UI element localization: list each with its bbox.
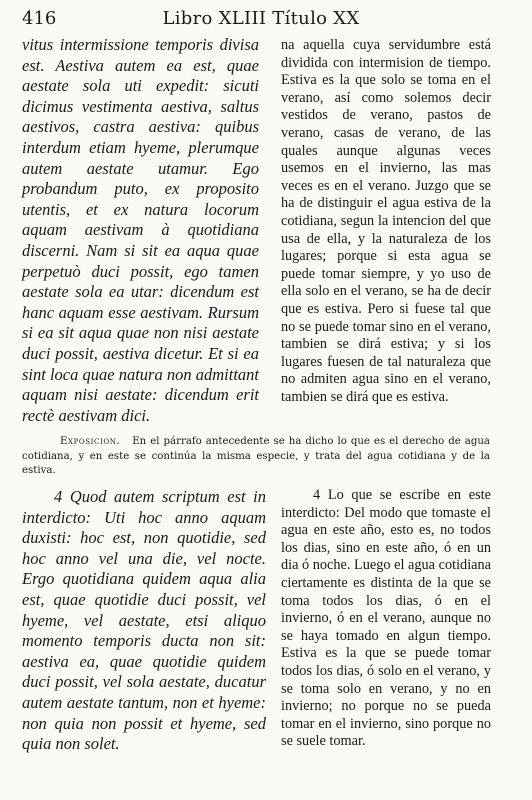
spanish-column-2 <box>281 487 491 787</box>
latin-column-2 <box>22 487 266 787</box>
latin-column-1 <box>22 35 259 425</box>
spanish-paragraph-1: na aquella cuya servidumbre está dividida con intermision de tiempo. Estiva es la que solo se toma en el verano, así como solemos decir vestidos de verano, pastos de verano, casas de verano, de las quales aunque algunas veces usemos en el invierno, las mas veces es en el verano. Juzgo que se ha de distinguir el agua estiva de la cotidiana, segun la intencion del que usa de ella, y la naturaleza de los lugares; porque si esta agua se puede tomar siempre, y yo uso de ella solo en el verano, se ha de decir que es estiva. Pero si fuese tal que no se puede tomar sino en el verano, tambien se dirá estiva; y si los lugares fuesen de tal naturaleza que no admiten agua sino en el verano, tambien se dirá que es estiva. <box>281 37 491 405</box>
commentary-block <box>22 425 490 489</box>
latin-paragraph-1: vitus intermissione temporis divisa est. Aestiva autem ea est, quae aestate sola uti expedit: sicuti dicimus vestimenta aestiva, saltus aestivos, castra aestiva: quibus interdum etiam hyeme, plerumque autem aestate utamur. Ego probandum puto, ex proposito utentis, et ex natura locorum aquam aestivam à quotidiana discerni. Nam si sit ea aqua quae perpetuò duci possit, ego tamen aestate sola ea utar: dicendum est hanc aquam esse aestivam. Rursum si ea sit aqua quae non nisi aestate duci possit, aestiva dicetur. Et si ea sint loca quae natura non admittant aquam nisi aestate: dicendum erit rectè aestivam dici. <box>22 35 259 425</box>
spanish-column-1 <box>281 37 491 405</box>
commentary-text: En el párrafo antecedente se ha dicho lo que es el derecho de agua cotidiana, y en este se continúa la misma especie, y trata del agua cotidiana y de la estiva. <box>22 436 490 477</box>
commentary-label: Exposicion. <box>60 436 121 448</box>
latin-paragraph-2: 4 Quod autem scriptum est in interdicto: Uti hoc anno aquam duxisti: hoc est, non quotidie, sed hoc anno vel una die, vel nocte. Ergo quotidiana quidem aqua alia est, quae quotidie duci possit, vel hyeme, vel aestate, etsi aliquo momento temporis ducta non sit: aestiva ea, quae quotidie quidem duci possit, vel sola aestate, ducatur autem aestate tantum, non et hyeme: non quia non possit et hyeme, sed quia non solet. <box>22 487 266 754</box>
page-number: 416 <box>22 8 57 29</box>
running-title: Libro XLIII Título XX <box>162 8 360 29</box>
page-header <box>22 8 500 34</box>
spanish-paragraph-2: 4 Lo que se escribe en este interdicto: Del modo que tomaste el agua en este año, esto es, no todos los dias, sino en este año, ó en un dia ó noche. Luego el agua cotidiana ciertamente es distinta de la que se toma todos los dias, ó en el invierno, ó en el verano, aunque no se haya tomado en algun tiempo. Estiva es la que se puede tomar todos los dias, ó solo en el verano, y se toma solo en verano, y no en invierno; no porque no se pueda tomar en el invierno, sino porque no se suele tomar. <box>281 487 491 750</box>
